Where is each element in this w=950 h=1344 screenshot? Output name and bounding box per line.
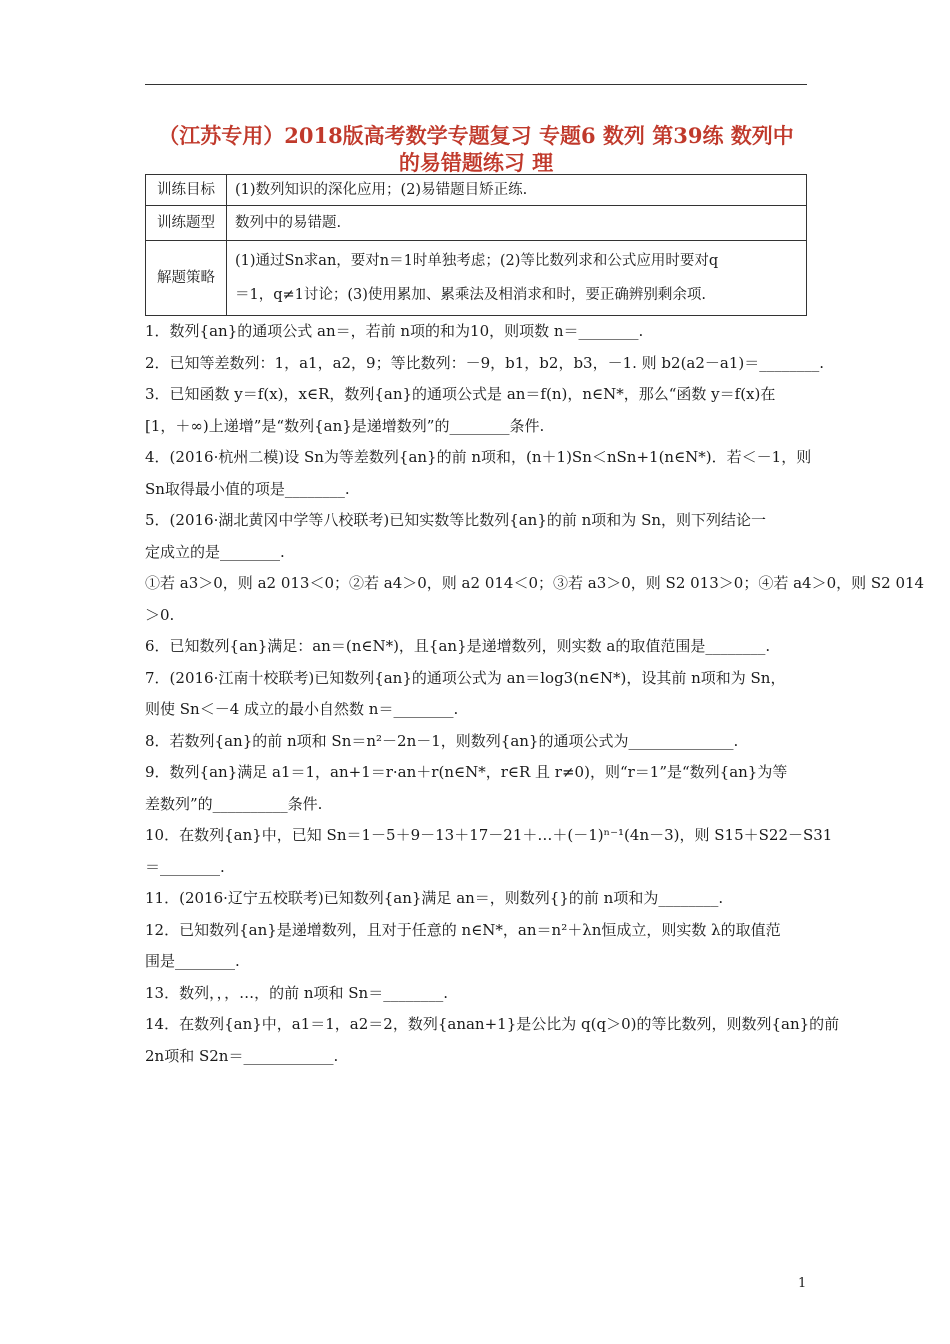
problem-line: [1，＋∞)上递增”是“数列{an}是递增数列”的________条件. [145,416,545,435]
document-title [145,122,807,176]
row-content [227,175,807,206]
table-row [146,206,807,241]
problem-line: 10．在数列{an}中，已知 Sn＝1－5＋9－13＋17－21＋…＋(－1)ⁿ⁻¹(4n－3)，则 S15＋S22－S31 [145,826,833,844]
row-label: 解题策略 [146,241,227,316]
problem-line: 定成立的是________. [145,542,285,561]
row-content-line: (1)数列知识的深化应用；(2)易错题目矫正练. [235,182,528,198]
problem-line: 围是________. [145,952,240,970]
problem-line: Sn取得最小值的项是________. [145,479,350,498]
page-number: 1 [798,1276,807,1291]
problem-line: ①若 a3＞0，则 a2 013＜0；②若 a4＞0，则 a2 014＜0；③若 a3＞0，则 S2 013＞0；④若 a4＞0，则 S2 014 [145,574,925,592]
table-row [146,241,807,316]
problem-line: 14．在数列{an}中，a1＝1，a2＝2，数列{anan+1}是公比为 q(q＞0)的等比数列，则数列{an}的前 [145,1015,840,1033]
problem-line: 差数列”的__________条件. [145,794,323,813]
problem-list [145,318,925,1074]
row-content [227,206,807,241]
problem-line: 7．(2016·江南十校联考)已知数列{an}的通项公式为 an＝log3(n∈N*)，设其前 n项和为 Sn， [145,668,786,687]
problem-line: ＞0. [145,605,175,624]
problem-line: 8．若数列{an}的前 n项和 Sn＝n²－2n－1，则数列{an}的通项公式为______________. [145,731,739,750]
problem-line: 13．数列，，，…，的前 n项和 Sn＝________. [145,983,448,1002]
problem-line: 3．已知函数 y＝f(x)，x∈R，数列{an}的通项公式是 an＝f(n)，n∈N*，那么“函数 y＝f(x)在 [145,385,776,403]
problem-line: 2．已知等差数列：1，a1，a2，9；等比数列：－9，b1，b2，b3，－1. 则 b2(a2－a1)＝________. [145,353,825,372]
row-label: 训练题型 [146,206,227,241]
row-content-line: (1)通过Sn求an，要对n＝1时单独考虑；(2)等比数列求和公式应用时要对q [235,253,719,269]
row-content-line: ＝1，q≠1讨论；(3)使用累加、累乘法及相消求和时，要正确辨别剩余项. [235,287,707,303]
training-info-table [145,174,807,316]
row-label: 训练目标 [146,175,227,206]
problem-line: ＝________. [145,857,225,876]
problem-line: 1．数列{an}的通项公式 an＝，若前 n项的和为10，则项数 n＝________. [145,322,644,340]
problem-line: 9．数列{an}满足 a1＝1，an+1＝r·an＋r(n∈N*，r∈R 且 r≠0)，则“r＝1”是“数列{an}为等 [145,763,788,781]
title-line-2: 的易错题练习 理 [398,150,554,175]
problem-line: 则使 Sn＜－4 成立的最小自然数 n＝________. [145,700,459,718]
problem-line: 5．(2016·湖北黄冈中学等八校联考)已知实数等比数列{an}的前 n项和为 Sn，则下列结论一 [145,511,767,529]
row-content [227,241,807,316]
problem-line: 2n项和 S2n＝____________. [145,1046,339,1065]
top-rule [145,84,807,85]
row-content-line: 数列中的易错题. [235,215,342,231]
title-line-1: （江苏专用）2018版高考数学专题复习 专题6 数列 第39练 数列中 [158,123,794,148]
problem-line: 12．已知数列{an}是递增数列，且对于任意的 n∈N*，an＝n²＋λn恒成立，则实数 λ的取值范 [145,920,781,939]
problem-line: 6．已知数列{an}满足：an＝(n∈N*)，且{an}是递增数列，则实数 a的取值范围是________. [145,637,771,655]
table-row [146,175,807,206]
problem-line: 11．(2016·辽宁五校联考)已知数列{an}满足 an＝，则数列{}的前 n项和为________. [145,889,724,907]
problem-line: 4．(2016·杭州二模)设 Sn为等差数列{an}的前 n项和，(n＋1)Sn＜nSn+1(n∈N*)．若＜－1，则 [145,448,812,466]
